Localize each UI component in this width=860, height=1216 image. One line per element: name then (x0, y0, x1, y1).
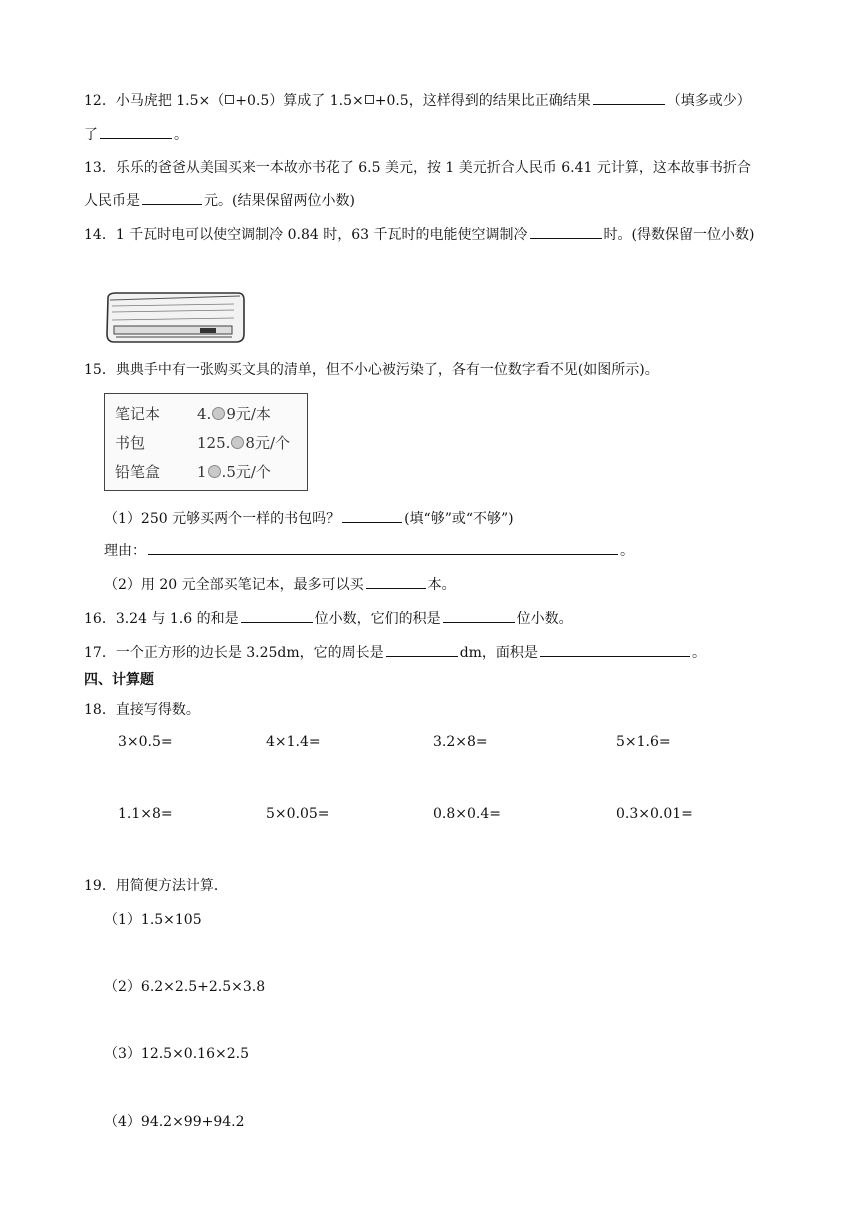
receipt-row (115, 403, 271, 424)
q15-reason (104, 540, 634, 561)
q12-text-4: （填多或少） (666, 93, 751, 109)
q12-text-6: 。 (174, 127, 188, 143)
q15-stem: 15．典典手中有一张购买文具的清单，但不小心被污染了，各有一位数字看不见(如图所示)。 (84, 362, 659, 378)
receipt-item-name: 书包 (115, 434, 146, 452)
receipt-item-name: 笔记本 (115, 405, 161, 423)
q16-text-3: 位小数。 (516, 611, 573, 627)
q15-sub1 (104, 508, 514, 529)
q17-text-3: 。 (691, 645, 706, 661)
stationery-receipt-image (104, 393, 308, 491)
q12-text-3: +0.5，这样得到的结果比正确结果 (374, 93, 591, 109)
q15-sub1-text-2: (填“够”或“不够”) (404, 511, 514, 527)
oral-calc-item: 4×1.4= (266, 734, 321, 750)
receipt-price-pre: 4. (197, 405, 212, 423)
q15-sub1-text-1: （1）250 元够买两个一样的书包吗？ (104, 511, 341, 527)
oral-calc-item: 5×0.05= (266, 806, 330, 822)
receipt-row (115, 432, 290, 453)
q15-sub1-answer-blank[interactable] (342, 508, 402, 523)
q17-line (84, 642, 706, 663)
box-placeholder-icon (225, 95, 234, 104)
q13-line1: 13．乐乐的爸爸从美国买来一本故亦书花了 6.5 美元，按 1 美元折合人民币 6.41 元计算，这本故事书折合 (84, 160, 751, 176)
q12-text-1: 12．小马虎把 1.5×（ (84, 93, 225, 109)
q19-item: （2）6.2×2.5+2.5×3.8 (104, 979, 266, 995)
q13-answer-blank[interactable] (142, 190, 202, 205)
q15-sub2-text-1: （2）用 20 元全部买笔记本，最多可以买 (104, 577, 364, 593)
q16-answer-blank-1[interactable] (241, 608, 313, 623)
q16-answer-blank-2[interactable] (443, 608, 515, 623)
receipt-price-pre: 125. (197, 434, 231, 452)
q18-stem: 18．直接写得数。 (84, 702, 200, 718)
q17-answer-blank-1[interactable] (386, 642, 458, 657)
q17-text-1: 17．一个正方形的边长是 3.25dm，它的周长是 (84, 645, 384, 661)
q12-answer-blank-1[interactable] (593, 90, 665, 105)
section-heading: 四、计算题 (84, 672, 154, 688)
q12-text-2: +0.5）算成了 1.5× (235, 93, 364, 109)
q14-text-1: 14．1 千瓦时电可以使空调制冷 0.84 时，63 千瓦时的电能使空调制冷 (84, 227, 528, 243)
q17-answer-blank-2[interactable] (540, 642, 690, 657)
q12-answer-blank-2[interactable] (100, 124, 172, 139)
oral-calc-item: 0.8×0.4= (433, 806, 501, 822)
box-placeholder-icon (365, 95, 374, 104)
q15-sub2-answer-blank[interactable] (366, 574, 426, 589)
oral-calc-item: 1.1×8= (118, 806, 173, 822)
q16-text-2: 位小数，它们的积是 (314, 611, 441, 627)
stain-blot-icon (208, 465, 221, 478)
q14-text-2: 时。(得数保留一位小数) (603, 227, 755, 243)
q13-text-2: 元。(结果保留两位小数) (204, 193, 355, 209)
q13-text-1: 人民币是 (84, 193, 140, 209)
oral-calc-item: 3.2×8= (433, 734, 488, 750)
q14-line (84, 224, 754, 245)
q16-text-1: 16．3.24 与 1.6 的和是 (84, 611, 239, 627)
q14-answer-blank[interactable] (530, 224, 602, 239)
q12-text-5: 了 (84, 127, 98, 143)
q13-line2 (84, 190, 355, 211)
q15-reason-end: 。 (620, 543, 634, 559)
stain-blot-icon (231, 436, 244, 449)
receipt-row (115, 461, 271, 482)
q15-reason-answer-blank[interactable] (148, 540, 618, 555)
q12-line2 (84, 124, 188, 145)
q19-item: （4）94.2×99+94.2 (104, 1114, 245, 1130)
q12-line1 (84, 90, 751, 111)
receipt-item-name: 铅笔盒 (115, 463, 161, 481)
q19-stem: 19．用简便方法计算． (84, 878, 228, 894)
q19-item: （1）1.5×105 (104, 912, 202, 928)
q15-sub2-text-2: 本。 (427, 577, 456, 593)
q19-item: （3）12.5×0.16×2.5 (104, 1046, 249, 1062)
q15-sub2 (104, 574, 456, 595)
receipt-price-post: 8元/个 (245, 434, 291, 452)
oral-calc-item: 3×0.5= (118, 734, 173, 750)
q15-reason-label: 理由： (104, 543, 146, 559)
q17-text-2: dm，面积是 (459, 645, 538, 661)
air-conditioner-icon (104, 290, 246, 352)
receipt-price-pre: 1 (197, 463, 207, 481)
oral-calc-item: 0.3×0.01= (616, 806, 693, 822)
receipt-price-post: .5元/个 (221, 463, 271, 481)
oral-calc-item: 5×1.6= (616, 734, 671, 750)
q16-line (84, 608, 573, 629)
receipt-price-post: 9元/本 (226, 405, 271, 423)
stain-blot-icon (212, 407, 225, 420)
